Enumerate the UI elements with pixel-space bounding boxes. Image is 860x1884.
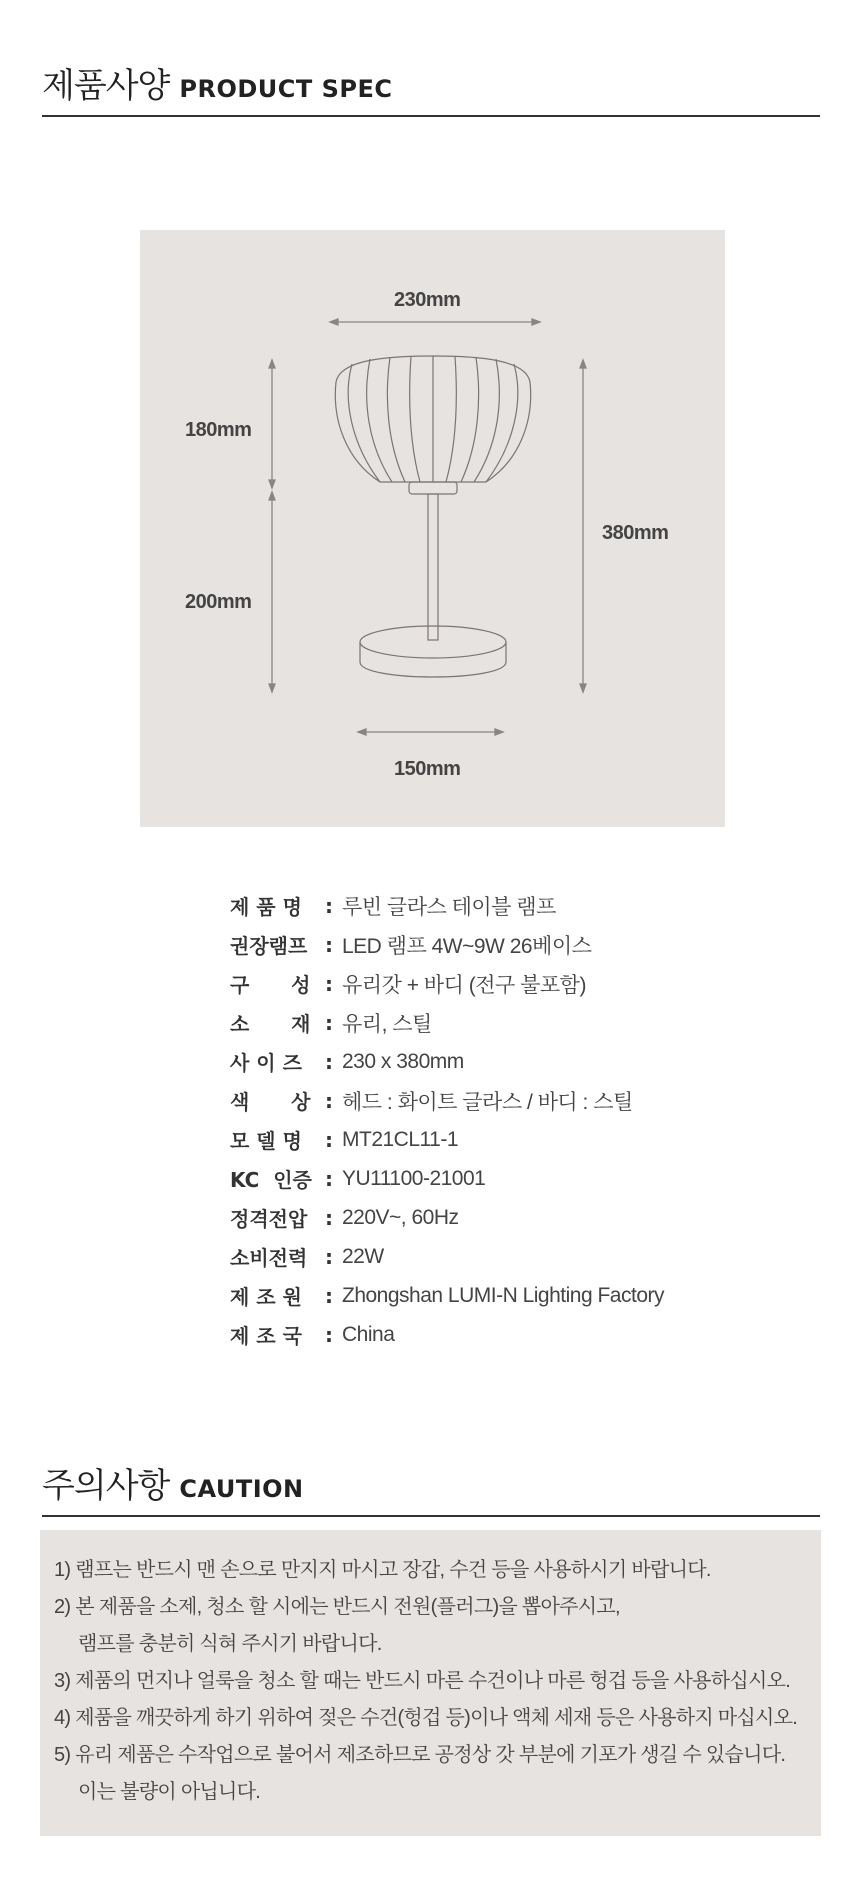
caution-section-header bbox=[42, 1458, 820, 1517]
spec-colon: : bbox=[325, 1166, 333, 1191]
spec-colon: : bbox=[325, 1127, 333, 1152]
spec-label: 소비전력 bbox=[230, 1246, 308, 1270]
caution-line-continued: 램프를 충분히 식혀 주시기 바랍니다. bbox=[78, 1633, 382, 1655]
lamp-diagram bbox=[140, 230, 725, 827]
spec-label: 소 재 bbox=[230, 1012, 311, 1036]
spec-colon: : bbox=[325, 1283, 333, 1308]
spec-colon: : bbox=[325, 971, 333, 996]
caution-title-kr: 주의사항 bbox=[42, 1466, 170, 1506]
spec-label: KC 인증 bbox=[230, 1168, 312, 1192]
caution-item bbox=[54, 1663, 821, 1700]
caution-line: 5) 유리 제품은 수작업으로 불어서 제조하므로 공정상 갓 부분에 기포가 생길 수 있습니다. bbox=[54, 1744, 786, 1766]
dim-width-top: 230mm bbox=[394, 289, 461, 311]
caution-line: 3) 제품의 먼지나 얼룩을 청소 할 때는 반드시 마른 수건이나 마른 헝겁 등을 사용하십시오. bbox=[54, 1670, 791, 1692]
spec-label: 제 품 명 bbox=[230, 895, 302, 919]
spec-colon: : bbox=[325, 932, 333, 957]
spec-label: 제 조 원 bbox=[230, 1285, 302, 1309]
spec-value: 22W bbox=[342, 1244, 384, 1268]
spec-section-header bbox=[42, 58, 820, 117]
spec-colon: : bbox=[325, 1088, 333, 1113]
spec-row-recommended-lamp bbox=[230, 925, 790, 964]
base-top bbox=[360, 626, 506, 658]
socket bbox=[409, 482, 457, 494]
spec-title-kr: 제품사양 bbox=[42, 66, 170, 106]
caution-item bbox=[54, 1700, 821, 1737]
caution-title-en: CAUTION bbox=[179, 1475, 304, 1503]
caution-item bbox=[54, 1737, 821, 1811]
caution-box bbox=[40, 1530, 821, 1836]
spec-value: YU11100-21001 bbox=[342, 1166, 486, 1190]
spec-row-manufacturer bbox=[230, 1276, 790, 1315]
spec-table bbox=[230, 886, 790, 1354]
base-side bbox=[360, 642, 506, 677]
dim-height-shade: 180mm bbox=[185, 419, 252, 441]
spec-colon: : bbox=[325, 1244, 333, 1269]
spec-label: 색 상 bbox=[230, 1090, 311, 1114]
spec-colon: : bbox=[325, 1322, 333, 1347]
spec-value: Zhongshan LUMI-N Lighting Factory bbox=[342, 1283, 664, 1307]
spec-value: 루빈 글라스 테이블 램프 bbox=[342, 895, 556, 919]
spec-label: 사 이 즈 bbox=[230, 1051, 302, 1075]
spec-value: 헤드 : 화이트 글라스 / 바디 : 스틸 bbox=[342, 1090, 633, 1114]
caution-line: 1) 램프는 반드시 맨 손으로 만지지 마시고 장갑, 수건 등을 사용하시기 바랍니다. bbox=[54, 1559, 711, 1581]
spec-row-country bbox=[230, 1315, 790, 1354]
spec-label: 모 델 명 bbox=[230, 1129, 302, 1153]
spec-value: 230 x 380mm bbox=[342, 1049, 464, 1073]
spec-label: 권장램프 bbox=[230, 934, 308, 958]
spec-colon: : bbox=[325, 893, 333, 918]
spec-title-en: PRODUCT SPEC bbox=[179, 75, 393, 103]
dim-height-total: 380mm bbox=[602, 522, 669, 544]
caution-line-continued: 이는 불량이 아닙니다. bbox=[78, 1781, 261, 1803]
spec-row-model bbox=[230, 1120, 790, 1159]
caution-line: 4) 제품을 깨끗하게 하기 위하여 젖은 수건(헝겁 등)이나 액체 세재 등은 사용하지 마십시오. bbox=[54, 1707, 798, 1729]
caution-item bbox=[54, 1552, 821, 1589]
spec-row-color bbox=[230, 1081, 790, 1120]
spec-value: 220V~, 60Hz bbox=[342, 1205, 459, 1229]
spec-row-power bbox=[230, 1237, 790, 1276]
dim-height-stand: 200mm bbox=[185, 591, 252, 613]
spec-row-voltage bbox=[230, 1198, 790, 1237]
spec-label: 제 조 국 bbox=[230, 1324, 302, 1348]
caution-line: 2) 본 제품을 소제, 청소 할 시에는 반드시 전원(플러그)을 뽑아주시고, bbox=[54, 1596, 620, 1618]
spec-value: MT21CL11-1 bbox=[342, 1127, 458, 1151]
spec-row-composition bbox=[230, 964, 790, 1003]
spec-row-kc-cert bbox=[230, 1159, 790, 1198]
spec-value: 유리갓 + 바디 (전구 불포함) bbox=[342, 973, 586, 997]
stem bbox=[428, 494, 438, 640]
dim-width-base: 150mm bbox=[394, 758, 461, 780]
spec-colon: : bbox=[325, 1205, 333, 1230]
spec-colon: : bbox=[325, 1010, 333, 1035]
spec-label: 정격전압 bbox=[230, 1207, 308, 1231]
spec-row-product-name bbox=[230, 886, 790, 925]
spec-value: China bbox=[342, 1322, 395, 1346]
spec-row-size bbox=[230, 1042, 790, 1081]
spec-value: 유리, 스틸 bbox=[342, 1012, 432, 1036]
spec-label: 구 성 bbox=[230, 973, 311, 997]
spec-row-material bbox=[230, 1003, 790, 1042]
spec-colon: : bbox=[325, 1049, 333, 1074]
spec-value: LED 램프 4W~9W 26베이스 bbox=[342, 934, 592, 958]
caution-item bbox=[54, 1589, 821, 1663]
